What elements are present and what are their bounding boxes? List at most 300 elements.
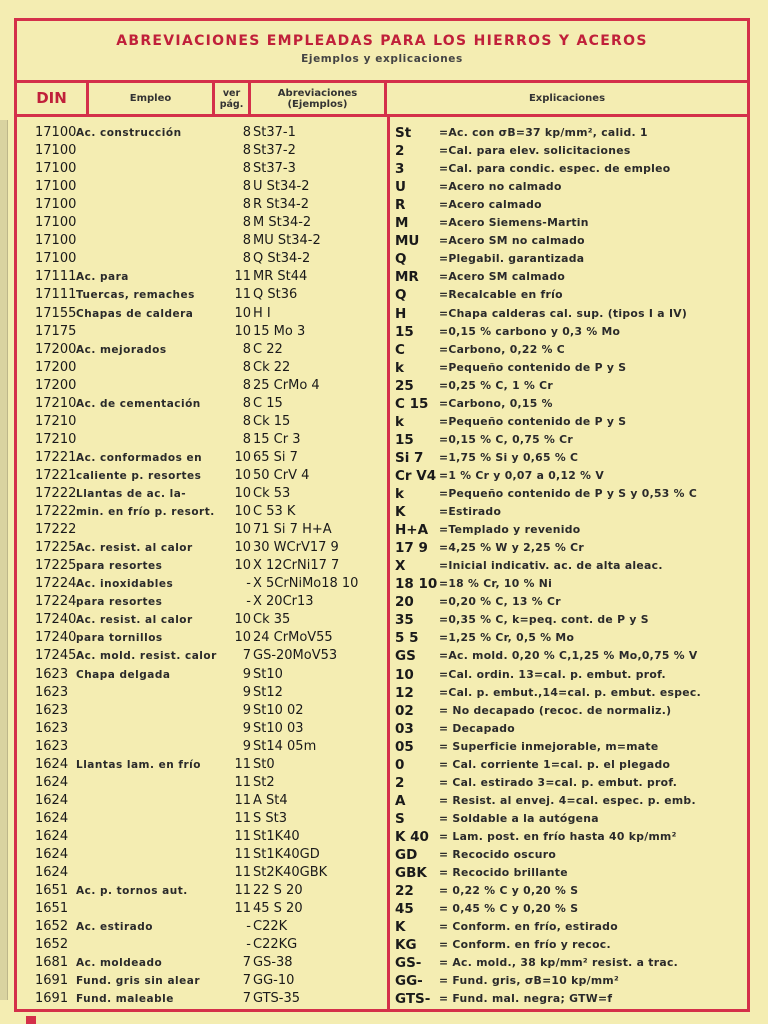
table-row xyxy=(17,954,747,972)
cell-exp: =Cal. para condic. espec. de empleo xyxy=(439,162,671,176)
cell-ver: 8 xyxy=(242,359,251,375)
cell-ver: 8 xyxy=(242,431,251,447)
cell-abr: C 22 xyxy=(253,341,283,357)
cell-sym: K xyxy=(395,504,406,521)
cell-din: 1624 xyxy=(35,774,69,790)
cell-ver: - xyxy=(246,919,251,935)
table-row xyxy=(17,593,747,611)
cell-sym: H+A xyxy=(395,522,429,539)
cell-exp: =Cal. para elev. solicitaciones xyxy=(439,144,631,158)
cell-din: 17224 xyxy=(35,594,77,610)
cell-ver: 7 xyxy=(242,648,251,664)
cell-ver: 8 xyxy=(242,341,251,357)
cell-din: 17100 xyxy=(35,125,77,140)
cell-empleo: min. en frío p. resort. xyxy=(76,506,215,519)
cell-exp: = Fund. gris, σB=10 kp/mm² xyxy=(439,974,619,988)
cell-exp: =Acero SM no calmado xyxy=(439,234,585,248)
cell-din: 17100 xyxy=(35,179,77,195)
cell-abr: 15 Mo 3 xyxy=(253,323,306,339)
cell-abr: Q St36 xyxy=(253,287,298,303)
cell-din: 17100 xyxy=(35,233,77,249)
cell-sym: Si 7 xyxy=(395,449,424,466)
table-row xyxy=(17,666,747,684)
table-row xyxy=(17,629,747,647)
cell-exp: =Acero SM calmado xyxy=(439,270,566,284)
cell-ver: 9 xyxy=(242,702,251,718)
cell-din: 1624 xyxy=(35,792,69,808)
cell-sym: 15 xyxy=(395,323,414,340)
cell-exp: = Decapado xyxy=(439,721,515,735)
table-header xyxy=(17,83,747,117)
cell-abr: GTS-35 xyxy=(253,991,301,1007)
cell-ver: 8 xyxy=(242,197,251,213)
cell-din: 1624 xyxy=(35,756,69,772)
page-subtitle: Ejemplos y explicaciones xyxy=(301,53,463,65)
cell-exp: = Cal. estirado 3=cal. p. embut. prof. xyxy=(439,775,678,789)
table-row xyxy=(17,377,747,395)
cell-ver: 8 xyxy=(242,413,251,429)
cell-din: 1652 xyxy=(35,937,69,953)
cell-abr: S St3 xyxy=(253,810,288,826)
cell-din: 17210 xyxy=(35,431,77,447)
cell-empleo: caliente p. resortes xyxy=(76,469,202,482)
cell-exp: =Inicial indicativ. ac. de alta aleac. xyxy=(439,559,663,573)
cell-exp: =1,25 % Cr, 0,5 % Mo xyxy=(439,631,575,645)
cell-exp: =4,25 % W y 2,25 % Cr xyxy=(439,541,585,555)
cell-sym: C 15 xyxy=(395,395,429,412)
table-row xyxy=(17,250,747,268)
cell-din: 17155 xyxy=(35,305,77,321)
table-row xyxy=(17,882,747,900)
cell-sym: 2 xyxy=(395,143,405,160)
cell-exp: =Templado y revenido xyxy=(439,523,581,537)
cell-ver: 11 xyxy=(234,828,251,844)
cell-din: 17100 xyxy=(35,215,77,231)
cell-ver: - xyxy=(246,576,251,592)
cell-ver: 8 xyxy=(242,179,251,195)
table-row xyxy=(17,774,747,792)
table-row xyxy=(17,521,747,539)
cell-sym: X xyxy=(395,558,406,575)
cell-abr: GS-20MoV53 xyxy=(253,648,338,664)
cell-sym: 22 xyxy=(395,883,414,900)
cell-abr: C 15 xyxy=(253,395,283,411)
table-row xyxy=(17,160,747,178)
cell-ver: 7 xyxy=(242,973,251,989)
cell-exp: =Cal. ordin. 13=cal. p. embut. prof. xyxy=(439,667,666,681)
cell-exp: =Estirado xyxy=(439,505,502,519)
cell-ver: 11 xyxy=(234,287,251,303)
cell-abr: C 53 K xyxy=(253,504,296,520)
cell-abr: M St34-2 xyxy=(253,215,312,231)
cell-din: 17200 xyxy=(35,341,77,357)
cell-din: 17200 xyxy=(35,359,77,375)
table-row xyxy=(17,575,747,593)
cell-ver: 10 xyxy=(234,612,251,628)
cell-ver: 10 xyxy=(234,467,251,483)
table-row xyxy=(17,503,747,521)
cell-sym: 18 10 xyxy=(395,576,438,593)
cell-exp: =18 % Cr, 10 % Ni xyxy=(439,577,553,591)
cell-sym: 2 xyxy=(395,774,405,791)
cell-abr: St2K40GBK xyxy=(253,865,328,881)
table-row xyxy=(17,359,747,377)
table-row xyxy=(17,196,747,214)
cell-empleo: Ac. p. tornos aut. xyxy=(76,885,188,898)
cell-abr: 22 S 20 xyxy=(253,883,303,899)
cell-abr: X 5CrNiMo18 10 xyxy=(253,576,359,592)
cell-empleo: Llantas de ac. la- xyxy=(76,488,187,500)
cell-abr: U St34-2 xyxy=(253,179,310,195)
table-row xyxy=(17,124,747,142)
cell-exp: = Superficie inmejorable, m=mate xyxy=(439,739,659,753)
cell-ver: 8 xyxy=(242,377,251,393)
cell-sym: GTS- xyxy=(395,991,431,1008)
header-din: DIN xyxy=(17,83,89,114)
cell-exp: = Ac. mold., 38 kp/mm² resist. a trac. xyxy=(439,956,679,970)
cell-ver: 11 xyxy=(234,774,251,790)
cell-ver: 10 xyxy=(234,305,251,321)
table-row xyxy=(17,918,747,936)
cell-abr: Ck 22 xyxy=(253,359,291,375)
cell-din: 17222 xyxy=(35,522,77,538)
cell-abr: X 20Cr13 xyxy=(253,594,314,610)
cell-abr: St10 xyxy=(253,666,283,682)
cell-abr: 65 Si 7 xyxy=(253,449,298,465)
table-row xyxy=(17,936,747,954)
cell-din: 1681 xyxy=(35,955,69,971)
cell-ver: 11 xyxy=(234,792,251,808)
cell-din: 17100 xyxy=(35,197,77,213)
cell-abr: St0 xyxy=(253,756,275,772)
cell-ver: 9 xyxy=(242,720,251,736)
table-row xyxy=(17,341,747,359)
cell-sym: KG xyxy=(395,937,417,954)
cell-din: 17100 xyxy=(35,251,77,267)
cell-empleo: Chapas de caldera xyxy=(76,307,194,320)
cell-abr: St14 05m xyxy=(253,738,317,754)
cell-empleo: para resortes xyxy=(76,560,163,573)
header-empleo: Empleo xyxy=(89,83,215,114)
cell-ver: 8 xyxy=(242,233,251,249)
cell-abr: C22K xyxy=(253,919,288,935)
cell-din: 17111 xyxy=(35,287,77,303)
cell-din: 17200 xyxy=(35,377,77,393)
cell-din: 17111 xyxy=(35,269,77,285)
cell-sym: 05 xyxy=(395,738,414,755)
cell-abr: H I xyxy=(253,305,271,321)
cell-abr: Ck 15 xyxy=(253,413,291,429)
cell-empleo: Ac. resist. al calor xyxy=(76,614,193,627)
cell-din: 17225 xyxy=(35,540,77,556)
cell-din: 1691 xyxy=(35,973,69,989)
cell-sym: 20 xyxy=(395,594,414,611)
cell-exp: =Acero Siemens-Martin xyxy=(439,216,589,230)
cell-exp: =0,15 % carbono y 0,3 % Mo xyxy=(439,324,621,338)
cell-din: 17175 xyxy=(35,323,77,339)
table-row xyxy=(17,738,747,756)
cell-ver: 10 xyxy=(234,449,251,465)
cell-din: 17221 xyxy=(35,449,77,465)
cell-din: 1651 xyxy=(35,883,69,899)
table-row xyxy=(17,431,747,449)
cell-abr: 71 Si 7 H+A xyxy=(253,522,332,538)
cell-exp: = Fund. mal. negra; GTW=f xyxy=(439,992,613,1006)
cell-empleo: para tornillos xyxy=(76,632,163,645)
cell-din: 1623 xyxy=(35,720,69,736)
cell-exp: = Lam. post. en frío hasta 40 kp/mm² xyxy=(439,829,677,843)
cell-ver: 8 xyxy=(242,143,251,159)
cell-exp: =Carbono, 0,15 % xyxy=(439,396,553,410)
cell-abr: St2 xyxy=(253,774,275,790)
cell-exp: =Ac. mold. 0,20 % C,1,25 % Mo,0,75 % V xyxy=(439,649,698,663)
cell-empleo: Ac. para xyxy=(76,271,129,284)
cell-sym: U xyxy=(395,179,406,196)
cell-ver: 11 xyxy=(234,865,251,881)
cell-empleo: Ac. estirado xyxy=(76,921,153,934)
cell-din: 17222 xyxy=(35,504,77,520)
cell-sym: MU xyxy=(395,233,420,250)
cell-empleo: Ac. inoxidables xyxy=(76,578,174,591)
table-frame xyxy=(14,18,750,1012)
cell-empleo: Fund. maleable xyxy=(76,993,174,1006)
cell-din: 1623 xyxy=(35,666,69,682)
cell-din: 17221 xyxy=(35,467,77,483)
table-row xyxy=(17,286,747,304)
cell-abr: GG-10 xyxy=(253,973,295,989)
cell-sym: S xyxy=(395,810,405,827)
cell-exp: = Conform. en frío y recoc. xyxy=(439,938,611,952)
cell-din: 1624 xyxy=(35,847,69,862)
cell-exp: = No decapado (recoc. de normaliz.) xyxy=(439,703,672,717)
cell-din: 17240 xyxy=(35,612,77,628)
cell-din: 17222 xyxy=(35,486,77,501)
binding-edge xyxy=(0,120,8,1000)
cell-abr: MR St44 xyxy=(253,269,308,285)
cell-sym: 0 xyxy=(395,756,405,773)
cell-din: 1624 xyxy=(35,865,69,881)
cell-abr: 50 CrV 4 xyxy=(253,467,310,483)
table-row xyxy=(17,972,747,990)
cell-ver: 9 xyxy=(242,684,251,700)
cell-abr: St1K40 xyxy=(253,828,300,844)
cell-din: 1623 xyxy=(35,684,69,700)
cell-sym: Cr V4 xyxy=(395,467,437,484)
cell-sym: 25 xyxy=(395,377,414,394)
table-row xyxy=(17,720,747,738)
cell-exp: = Cal. corriente 1=cal. p. el plegado xyxy=(439,757,671,771)
cell-abr: GS-38 xyxy=(253,955,293,971)
table-row xyxy=(17,828,747,846)
cell-abr: 25 CrMo 4 xyxy=(253,377,320,393)
cell-abr: St10 03 xyxy=(253,720,304,736)
cell-din: 17224 xyxy=(35,576,77,592)
cell-abr: St37-1 xyxy=(253,125,296,140)
cell-ver: 9 xyxy=(242,666,251,682)
cell-sym: MR xyxy=(395,269,419,286)
cell-exp: =Pequeño contenido de P y S y 0,53 % C xyxy=(439,487,698,500)
cell-empleo: Ac. construcción xyxy=(76,127,182,139)
table-row xyxy=(17,178,747,196)
cell-abr: A St4 xyxy=(253,792,288,808)
cell-ver: 10 xyxy=(234,540,251,556)
cell-abr: X 12CrNi17 7 xyxy=(253,558,340,574)
cell-din: 17240 xyxy=(35,630,77,646)
cell-abr: Ck 53 xyxy=(253,486,291,501)
table-row xyxy=(17,900,747,918)
cell-exp: =0,15 % C, 0,75 % Cr xyxy=(439,432,574,446)
cell-ver: 8 xyxy=(242,251,251,267)
cell-empleo: Ac. mold. resist. calor xyxy=(76,650,217,663)
cell-sym: 17 9 xyxy=(395,540,428,557)
page-corner-mark xyxy=(26,1016,36,1024)
page-title: ABREVIACIONES EMPLEADAS PARA LOS HIERROS Y ACEROS xyxy=(116,33,648,49)
title-box xyxy=(17,21,747,83)
cell-din: 17100 xyxy=(35,143,77,159)
cell-ver: 10 xyxy=(234,630,251,646)
cell-ver: 8 xyxy=(242,395,251,411)
cell-exp: =1 % Cr y 0,07 a 0,12 % V xyxy=(439,468,604,482)
cell-sym: 45 xyxy=(395,901,414,918)
cell-exp: = Conform. en frío, estirado xyxy=(439,920,618,934)
cell-sym: R xyxy=(395,197,406,214)
table-row xyxy=(17,305,747,323)
cell-ver: 8 xyxy=(242,215,251,231)
cell-sym: H xyxy=(395,305,407,322)
cell-exp: =Cal. p. embut.,14=cal. p. embut. espec. xyxy=(439,685,701,699)
cell-empleo: Ac. moldeado xyxy=(76,957,163,970)
cell-sym: 10 xyxy=(395,666,414,683)
cell-abr: R St34-2 xyxy=(253,197,310,213)
cell-sym: 5 5 xyxy=(395,630,419,647)
table-row xyxy=(17,684,747,702)
cell-din: 1652 xyxy=(35,919,69,935)
cell-ver: - xyxy=(246,937,251,953)
cell-din: 17100 xyxy=(35,161,77,177)
table-row xyxy=(17,467,747,485)
cell-ver: 10 xyxy=(234,323,251,339)
table-row xyxy=(17,864,747,882)
cell-ver: 8 xyxy=(242,161,251,177)
cell-din: 1623 xyxy=(35,702,69,718)
cell-ver: 10 xyxy=(234,522,251,538)
cell-sym: Q xyxy=(395,287,407,304)
cell-ver: 10 xyxy=(234,486,251,501)
cell-exp: =Pequeño contenido de P y S xyxy=(439,414,627,428)
cell-sym: Q xyxy=(395,251,407,268)
cell-sym: M xyxy=(395,215,409,232)
cell-empleo: Chapa delgada xyxy=(76,668,171,681)
table-row xyxy=(17,846,747,864)
cell-exp: =Recalcable en frío xyxy=(439,288,563,302)
cell-abr: St37-3 xyxy=(253,161,296,177)
cell-sym: A xyxy=(395,792,406,809)
table-row xyxy=(17,449,747,467)
cell-exp: =Acero calmado xyxy=(439,198,542,212)
cell-exp: =1,75 % Si y 0,65 % C xyxy=(439,450,579,464)
cell-din: 17210 xyxy=(35,395,77,411)
table-row xyxy=(17,756,747,774)
table-row xyxy=(17,214,747,232)
cell-ver: 11 xyxy=(234,883,251,899)
header-ver: ver pág. xyxy=(215,83,251,114)
cell-sym: GS- xyxy=(395,955,422,972)
cell-ver: 10 xyxy=(234,504,251,520)
cell-ver: 7 xyxy=(242,955,251,971)
cell-empleo: Llantas lam. en frío xyxy=(76,758,201,771)
cell-din: 1624 xyxy=(35,828,69,844)
cell-din: 1691 xyxy=(35,991,69,1007)
cell-ver: 11 xyxy=(234,847,251,862)
cell-sym: GD xyxy=(395,847,418,863)
cell-exp: =0,35 % C, k=peq. cont. de P y S xyxy=(439,613,649,627)
table-row xyxy=(17,539,747,557)
cell-exp: =Carbono, 0,22 % C xyxy=(439,342,565,356)
cell-ver: 9 xyxy=(242,738,251,754)
cell-ver: 11 xyxy=(234,810,251,826)
cell-empleo: para resortes xyxy=(76,596,163,609)
cell-ver: 11 xyxy=(234,269,251,285)
cell-exp: =Ac. con σB=37 kp/mm², calid. 1 xyxy=(439,126,648,139)
table-row xyxy=(17,413,747,431)
cell-abr: Q St34-2 xyxy=(253,251,311,267)
cell-ver: 11 xyxy=(234,901,251,917)
cell-din: 1651 xyxy=(35,901,69,917)
cell-abr: St37-2 xyxy=(253,143,296,159)
table-row xyxy=(17,702,747,720)
cell-exp: =Acero no calmado xyxy=(439,180,562,194)
cell-sym: 15 xyxy=(395,431,414,448)
table-row xyxy=(17,810,747,828)
cell-sym: K 40 xyxy=(395,828,429,845)
cell-empleo: Tuercas, remaches xyxy=(76,289,195,302)
cell-abr: St12 xyxy=(253,684,283,700)
cell-exp: =0,20 % C, 13 % Cr xyxy=(439,595,561,609)
cell-abr: 30 WCrV17 9 xyxy=(253,540,339,556)
table-row xyxy=(17,323,747,341)
cell-ver: 11 xyxy=(234,756,251,772)
cell-sym: k xyxy=(395,359,404,376)
cell-ver: 8 xyxy=(242,125,251,140)
cell-abr: 24 CrMoV55 xyxy=(253,630,333,646)
table-row xyxy=(17,792,747,810)
cell-exp: = Resist. al envej. 4=cal. espec. p. emb. xyxy=(439,793,696,807)
cell-abr: Ck 35 xyxy=(253,612,291,628)
cell-exp: =0,25 % C, 1 % Cr xyxy=(439,378,554,392)
table-row xyxy=(17,268,747,286)
cell-sym: 02 xyxy=(395,702,414,719)
cell-sym: 03 xyxy=(395,720,414,737)
cell-exp: =Pequeño contenido de P y S xyxy=(439,360,627,374)
cell-sym: K xyxy=(395,919,406,936)
table-row xyxy=(17,485,747,503)
cell-exp: = Recocido oscuro xyxy=(439,848,557,861)
cell-abr: 15 Cr 3 xyxy=(253,431,301,447)
cell-exp: =Plegabil. garantizada xyxy=(439,252,585,266)
table-row xyxy=(17,611,747,629)
cell-empleo: Ac. mejorados xyxy=(76,343,167,356)
cell-empleo: Ac. de cementación xyxy=(76,397,201,410)
cell-sym: 12 xyxy=(395,684,414,701)
cell-empleo: Fund. gris sin alear xyxy=(76,975,201,988)
cell-exp: = 0,22 % C y 0,20 % S xyxy=(439,884,579,898)
cell-abr: MU St34-2 xyxy=(253,233,321,249)
cell-exp: = 0,45 % C y 0,20 % S xyxy=(439,902,579,916)
cell-exp: = Recocido brillante xyxy=(439,866,568,880)
header-explicaciones: Explicaciones xyxy=(528,93,606,104)
cell-sym: St xyxy=(395,125,412,141)
cell-din: 17245 xyxy=(35,648,77,664)
